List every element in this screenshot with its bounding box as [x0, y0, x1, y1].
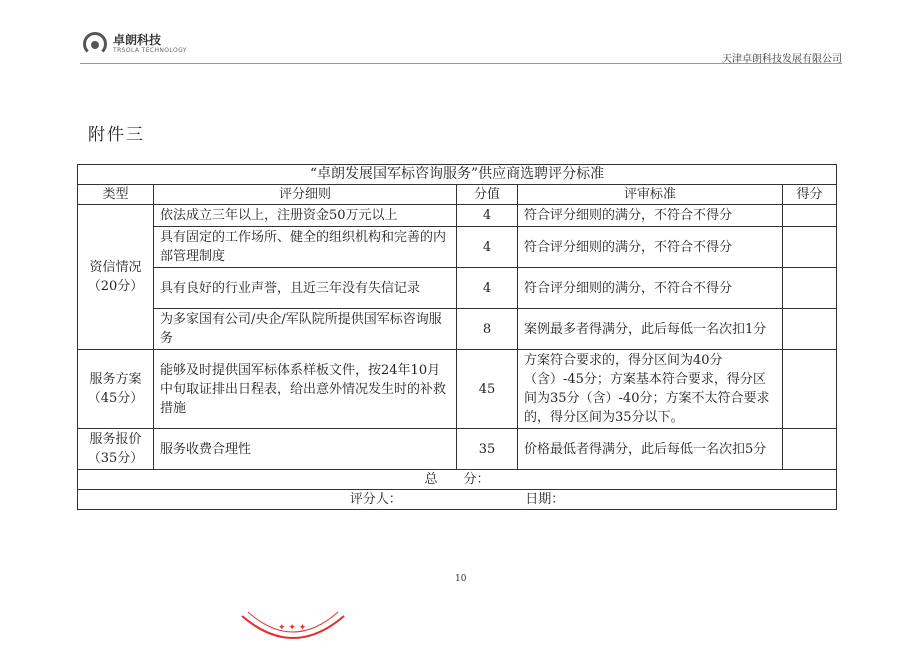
scoring-table	[77, 164, 836, 510]
standard-cell: 符合评分细则的满分，不符合不得分	[518, 205, 783, 227]
detail-cell: 依法成立三年以上，注册资金50万元以上	[154, 205, 457, 227]
page-number: 10	[455, 574, 467, 584]
svg-text:✦ ✦ ✦: ✦ ✦ ✦	[278, 623, 307, 633]
table-row	[78, 205, 837, 227]
header-detail: 评分细则	[154, 185, 457, 205]
signature-row	[78, 490, 837, 510]
got-cell[interactable]	[783, 429, 837, 470]
logo-icon	[83, 32, 107, 56]
header-divider	[80, 63, 842, 64]
signature-label: 评分人： 日期：	[78, 490, 837, 510]
detail-cell: 能够及时提供国军标体系样板文件，按24年10月中旬取证排出日程表，给出意外情况发生时的补救措施	[154, 350, 457, 429]
standard-cell: 方案符合要求的，得分区间为40分（含）-45分；方案基本符合要求，得分区间为35分（含）-40分；方案不太符合要求的，得分区间为35分以下。	[518, 350, 783, 429]
header-got: 得分	[783, 185, 837, 205]
category-cell: 资信情况 （20分）	[78, 205, 154, 350]
logo-text: 卓朗科技	[113, 33, 162, 47]
table-row	[78, 429, 837, 470]
table-row	[78, 268, 837, 309]
table-row	[78, 227, 837, 268]
company-seal	[238, 608, 348, 658]
table-title: “卓朗发展国军标咨询服务”供应商选聘评分标准	[78, 165, 837, 185]
detail-cell: 服务收费合理性	[154, 429, 457, 470]
detail-cell: 具有良好的行业声誉，且近三年没有失信记录	[154, 268, 457, 309]
total-label: 总 分：	[78, 470, 837, 490]
table-header-row	[78, 185, 837, 205]
header-standard: 评审标准	[518, 185, 783, 205]
total-row	[78, 470, 837, 490]
score-cell: 4	[457, 205, 518, 227]
detail-cell: 为多家国有公司/央企/军队院所提供国军标咨询服务	[154, 309, 457, 350]
score-cell: 8	[457, 309, 518, 350]
standard-cell: 符合评分细则的满分，不符合不得分	[518, 268, 783, 309]
logo-subtext: TRSOLA TECHNOLOGY	[113, 47, 187, 54]
score-cell: 4	[457, 227, 518, 268]
standard-cell: 符合评分细则的满分，不符合不得分	[518, 227, 783, 268]
got-cell[interactable]	[783, 227, 837, 268]
detail-cell: 具有固定的工作场所、健全的组织机构和完善的内部管理制度	[154, 227, 457, 268]
attachment-title: 附件三	[88, 125, 145, 145]
standard-cell: 案例最多者得满分，此后每低一名次扣1分	[518, 309, 783, 350]
table-row	[78, 350, 837, 429]
category-cell: 服务方案 （45分）	[78, 350, 154, 429]
score-cell: 4	[457, 268, 518, 309]
got-cell[interactable]	[783, 350, 837, 429]
got-cell[interactable]	[783, 205, 837, 227]
got-cell[interactable]	[783, 268, 837, 309]
table-row	[78, 309, 837, 350]
score-cell: 45	[457, 350, 518, 429]
category-cell: 服务报价 （35分）	[78, 429, 154, 470]
standard-cell: 价格最低者得满分，此后每低一名次扣5分	[518, 429, 783, 470]
company-logo	[83, 31, 203, 63]
header-score: 分值	[457, 185, 518, 205]
got-cell[interactable]	[783, 309, 837, 350]
header-type: 类型	[78, 185, 154, 205]
company-name: 天津卓朗科技发展有限公司	[722, 54, 842, 65]
score-cell: 35	[457, 429, 518, 470]
